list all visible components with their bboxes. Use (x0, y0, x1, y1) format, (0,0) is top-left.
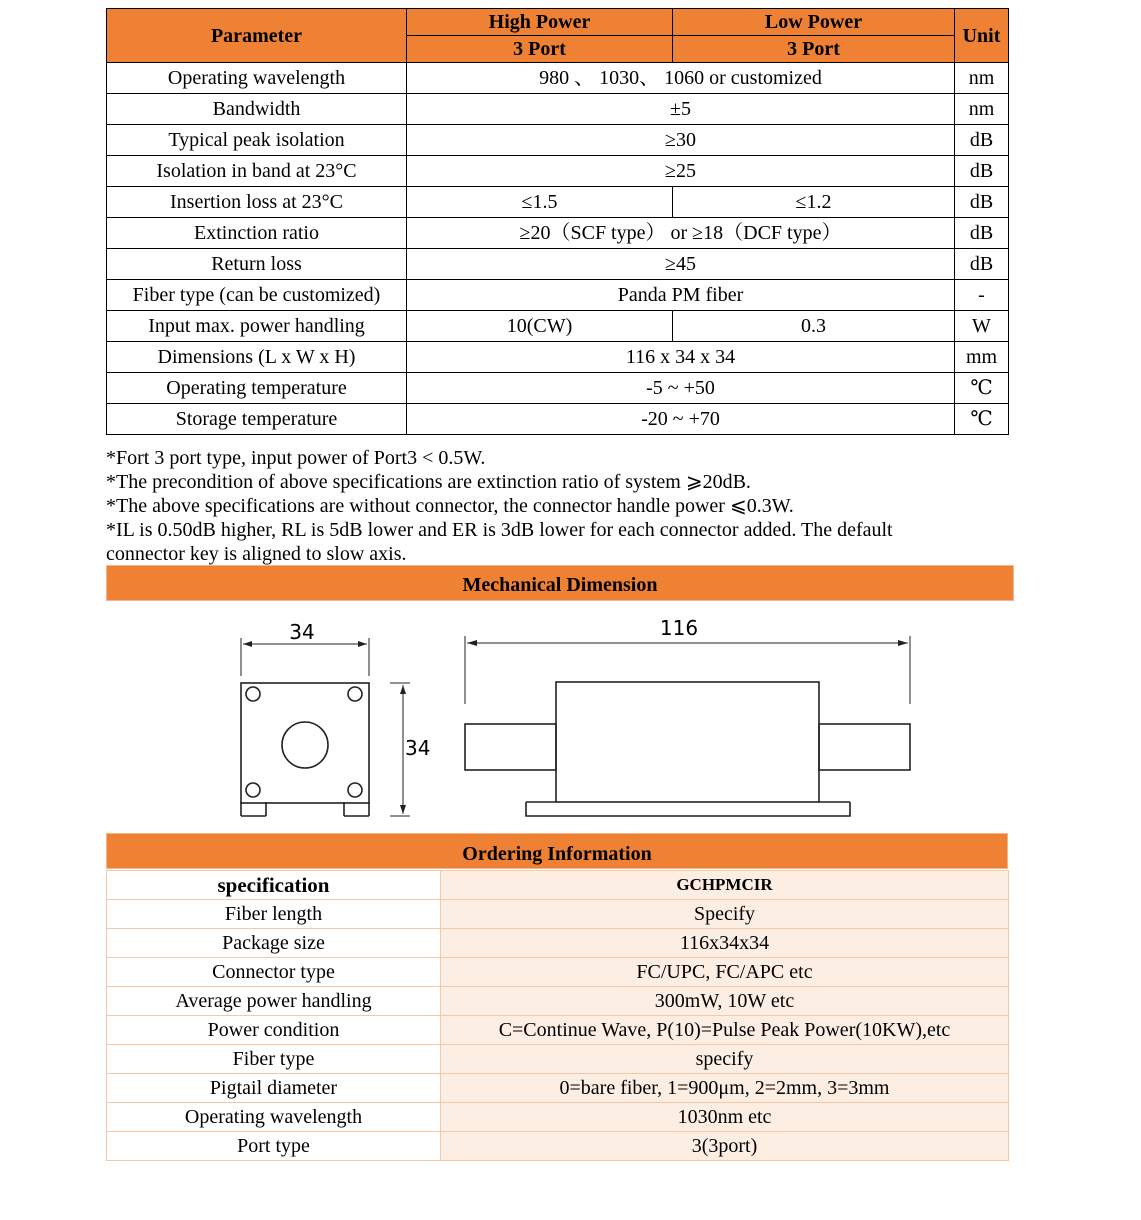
high-value-cell: ≤1.5 (407, 187, 673, 218)
order-value-cell: 116x34x34 (441, 929, 1009, 958)
value-cell: ≥20（SCF type） or ≥18（DCF type） (407, 218, 955, 249)
end-view-drawing (241, 620, 430, 816)
table-row (107, 125, 1009, 156)
order-key-cell: specification (107, 871, 441, 900)
unit-cell: nm (955, 63, 1009, 94)
header-low-power: Low Power (673, 9, 955, 36)
mechanical-drawing (100, 604, 930, 829)
unit-cell: W (955, 311, 1009, 342)
note-line: *IL is 0.50dB higher, RL is 5dB lower and ER is 3dB lower for each connector added. The default (106, 519, 893, 541)
order-value-cell: specify (441, 1045, 1009, 1074)
table-row (107, 187, 1009, 218)
value-cell: ≥45 (407, 249, 955, 280)
param-cell: Extinction ratio (107, 218, 407, 249)
header-parameter: Parameter (107, 9, 407, 63)
order-key-cell: Pigtail diameter (107, 1074, 441, 1103)
order-value-cell: FC/UPC, FC/APC etc (441, 958, 1009, 987)
order-value-cell: 300mW, 10W etc (441, 987, 1009, 1016)
unit-cell: dB (955, 156, 1009, 187)
param-cell: Bandwidth (107, 94, 407, 125)
note-line: *Fort 3 port type, input power of Port3 < 0.5W. (106, 447, 486, 469)
order-key-cell: Average power handling (107, 987, 441, 1016)
order-value-cell: 3(3port) (441, 1132, 1009, 1161)
length-dimension-label: 116 (659, 616, 699, 640)
height-dimension-label: 34 (405, 736, 431, 760)
value-cell: ≥25 (407, 156, 955, 187)
table-row (107, 987, 1009, 1016)
value-cell: 116 x 34 x 34 (407, 342, 955, 373)
high-value-cell: 10(CW) (407, 311, 673, 342)
low-value-cell: ≤1.2 (673, 187, 955, 218)
order-value-cell: 0=bare fiber, 1=900μm, 2=2mm, 3=3mm (441, 1074, 1009, 1103)
unit-cell: ℃ (955, 373, 1009, 404)
param-cell: Dimensions (L x W x H) (107, 342, 407, 373)
param-cell: Insertion loss at 23°C (107, 187, 407, 218)
value-cell: -5 ~ +50 (407, 373, 955, 404)
header-high-power-port: 3 Port (407, 36, 673, 63)
unit-cell: dB (955, 187, 1009, 218)
order-key-cell: Port type (107, 1132, 441, 1161)
table-row (107, 1103, 1009, 1132)
notes (106, 446, 1026, 566)
unit-cell: nm (955, 94, 1009, 125)
param-cell: Fiber type (can be customized) (107, 280, 407, 311)
order-key-cell: Fiber type (107, 1045, 441, 1074)
value-cell: 980 、 1030、 1060 or customized (407, 63, 955, 94)
table-row (107, 900, 1009, 929)
table-row (107, 404, 1009, 435)
unit-cell: dB (955, 249, 1009, 280)
table-row (107, 1045, 1009, 1074)
param-cell: Storage temperature (107, 404, 407, 435)
order-key-cell: Operating wavelength (107, 1103, 441, 1132)
note-line: *The above specifications are without connector, the connector handle power ⩽0.3W. (106, 495, 794, 517)
table-row (107, 63, 1009, 94)
ordering-table (106, 870, 1009, 1161)
order-value-cell: GCHPMCIR (441, 871, 1009, 900)
table-row (107, 311, 1009, 342)
value-cell: ≥30 (407, 125, 955, 156)
header-unit: Unit (955, 9, 1009, 63)
unit-cell: - (955, 280, 1009, 311)
param-cell: Operating temperature (107, 373, 407, 404)
table-row (107, 342, 1009, 373)
table-row (107, 373, 1009, 404)
unit-cell: dB (955, 125, 1009, 156)
table-row (107, 1074, 1009, 1103)
value-cell: -20 ~ +70 (407, 404, 955, 435)
table-row (107, 1016, 1009, 1045)
order-key-cell: Connector type (107, 958, 441, 987)
table-row (107, 249, 1009, 280)
value-cell: ±5 (407, 94, 955, 125)
table-row (107, 958, 1009, 987)
width-dimension-label: 34 (289, 620, 315, 644)
table-row (107, 929, 1009, 958)
param-cell: Input max. power handling (107, 311, 407, 342)
table-row (107, 218, 1009, 249)
table-row (107, 1132, 1009, 1161)
table-row (107, 94, 1009, 125)
param-cell: Return loss (107, 249, 407, 280)
table-row (107, 871, 1009, 900)
order-key-cell: Fiber length (107, 900, 441, 929)
table-row (107, 156, 1009, 187)
unit-cell: ℃ (955, 404, 1009, 435)
order-key-cell: Package size (107, 929, 441, 958)
ordering-information-header: Ordering Information (106, 833, 1008, 869)
table-row (107, 280, 1009, 311)
param-cell: Isolation in band at 23°C (107, 156, 407, 187)
unit-cell: dB (955, 218, 1009, 249)
spec-table (106, 8, 1009, 435)
unit-cell: mm (955, 342, 1009, 373)
order-value-cell: 1030nm etc (441, 1103, 1009, 1132)
mechanical-dimension-header: Mechanical Dimension (106, 565, 1014, 601)
header-high-power: High Power (407, 9, 673, 36)
order-value-cell: C=Continue Wave, P(10)=Pulse Peak Power(10KW),etc (441, 1016, 1009, 1045)
side-view-drawing (465, 616, 910, 816)
note-line: connector key is aligned to slow axis. (106, 543, 407, 565)
header-low-power-port: 3 Port (673, 36, 955, 63)
low-value-cell: 0.3 (673, 311, 955, 342)
param-cell: Operating wavelength (107, 63, 407, 94)
note-line: *The precondition of above specifications are extinction ratio of system ⩾20dB. (106, 471, 751, 493)
value-cell: Panda PM fiber (407, 280, 955, 311)
order-value-cell: Specify (441, 900, 1009, 929)
order-key-cell: Power condition (107, 1016, 441, 1045)
param-cell: Typical peak isolation (107, 125, 407, 156)
